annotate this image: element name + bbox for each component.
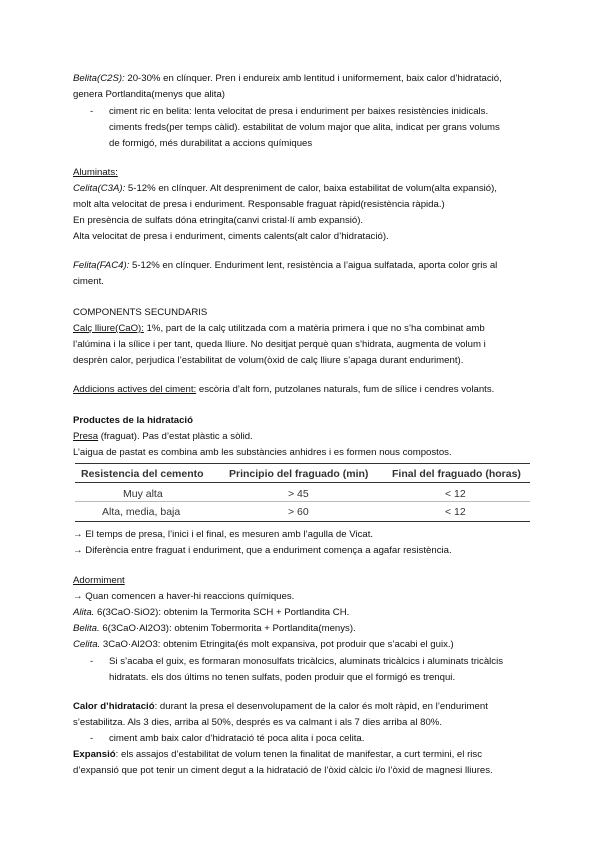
calc-paragraph: [73, 321, 533, 338]
adormiment-bullet-line2: hidratats. els dos últims no tenen sulfats, poden produir que el formigó es trenqui.: [109, 672, 456, 683]
calor-label: Calor d’hidratació: [73, 701, 155, 712]
calor-line1: : durant la presa el desenvolupament de la calor és molt ràpid, en l’enduriment: [154, 701, 488, 712]
expansio-label: Expansió: [73, 749, 116, 760]
belita-label: Belita(C2S):: [73, 73, 125, 84]
addicions-text: escòria d’alt forn, putzolanes naturals, fum de sílice i cendres volants.: [196, 384, 495, 395]
bullet-dash: -: [90, 106, 94, 117]
expansio-line1: : els assajos d’estabilitat de volum tenen la finalitat de manifestar, a curt termini, el risc: [115, 749, 482, 760]
aluminats-heading: Aluminats:: [73, 167, 118, 178]
adormiment-heading: Adormiment: [73, 575, 125, 586]
calc-line2: l’alúmina i la sílice i per tant, queda lliure. No desitjat perquè quan s’hidrata, augmenta de volum i: [73, 339, 486, 350]
bullet-dash: -: [90, 733, 94, 744]
celita-line2: molt alta velocitat de presa i enduriment. Responsable fraguat ràpid(resistència ràpida.): [73, 199, 445, 210]
celita-paragraph: [73, 181, 533, 198]
alita-text: 6(3CaO·SiO2): obtenim la Termorita SCH + Portlandita CH.: [94, 607, 350, 618]
calor-paragraph: [73, 699, 533, 716]
aigua-line: L’aigua de pastat es combina amb les substàncies anhidres i es formen nous compostos.: [73, 447, 452, 458]
table-header-final: Final del fraguado (horas): [392, 468, 521, 480]
table-row-rule: [75, 501, 530, 502]
note-diferencia: → Diferència entre fraguat i enduriment, que a enduriment comença a agafar resistència.: [73, 545, 452, 556]
table-cell: Muy alta: [123, 488, 163, 500]
celita-adorm-line: [73, 637, 533, 654]
table-cell: Alta, media, baja: [102, 506, 181, 518]
belita-adorm-label: Belita.: [73, 623, 100, 634]
table-header-principio: Principio del fraguado (min): [229, 468, 369, 480]
belita-bullet-line3: de formigó, més durabilitat a accions químiques: [109, 138, 313, 149]
belita-bullet-line2: ciments freds(per temps càlid). estabilitat de volum major que alita, indicat per grans volums: [109, 122, 500, 133]
celita-label: Celita(C3A):: [73, 183, 126, 194]
table-cell: > 60: [288, 506, 309, 518]
table-header-rule: [75, 482, 530, 483]
productes-heading: Productes de la hidratació: [73, 415, 193, 426]
adormiment-bullet-line1: Si s’acaba el guix, es formaran monosulfats tricàlcics, aluminats tricàlcics i aluminats tricàlcis: [109, 656, 504, 667]
addicions-label: Addicions actives del ciment:: [73, 384, 197, 395]
bullet-dash: -: [90, 656, 94, 667]
alita-label: Alita.: [73, 607, 95, 618]
presa-text: (fraguat). Pas d’estat plàstic a sòlid.: [98, 431, 253, 442]
belita-adorm-line: [73, 621, 533, 638]
felita-label: Felita(FAC4):: [73, 260, 130, 271]
secundaris-heading: COMPONENTS SECUNDARIS: [73, 307, 208, 318]
expansio-paragraph: [73, 747, 533, 764]
calc-label: Calç lliure(CaO):: [73, 323, 144, 334]
table-cell: < 12: [445, 488, 466, 500]
calor-line2: s’estabilitza. Als 3 dies, arriba al 50%, després es va calmant i als 7 dies arriba al 80%.: [73, 717, 443, 728]
presa-line: [73, 429, 533, 446]
table-top-rule: [75, 463, 530, 464]
celita-line3: En presència de sulfats dóna etringita(canvi cristal·lí amb expansió).: [73, 215, 364, 226]
calor-bullet: ciment amb baix calor d’hidratació té poca alita i poca celita.: [109, 733, 365, 744]
celita-adorm-text: 3CaO·Al2O3: obtenim Etringita(és molt expansiva, pot produir que s’acabi el guix.): [100, 639, 454, 650]
fraguado-table: [75, 463, 530, 525]
adormiment-line1: → Quan comencen a haver-hi reaccions químiques.: [73, 591, 295, 602]
table-cell: < 12: [445, 506, 466, 518]
table-header-resistencia: Resistencia del cemento: [81, 468, 204, 480]
belita-adorm-text: 6(3CaO·Al2O3): obtenim Tobermorita + Portlandita(menys).: [99, 623, 356, 634]
calc-line3: desprèn calor, perjudica l’estabilitat de volum(òxid de calç lliure s’apaga durant enduriment).: [73, 355, 464, 366]
table-cell: > 45: [288, 488, 309, 500]
expansio-line2: d’expansió que pot tenir un ciment degut a la hidratació de l’òxid càlcic i/o l’òxid de magnesi lliures.: [73, 765, 493, 776]
calc-line1: 1%, part de la calç utilitzada com a matèria primera i que no s’ha combinat amb: [143, 323, 485, 334]
celita-line1: 5-12% en clínquer. Alt despreniment de calor, baixa estabilitat de volum(alta expansió),: [125, 183, 497, 194]
felita-line2: ciment.: [73, 276, 104, 287]
felita-paragraph: [73, 258, 533, 275]
belita-paragraph: [73, 71, 533, 88]
belita-line1: 20-30% en clínquer. Pren i endureix amb lentitud i uniformement, baix calor d’hidratació,: [124, 73, 502, 84]
addicions-paragraph: [73, 382, 533, 399]
table-bottom-rule: [75, 521, 530, 522]
presa-label: Presa: [73, 431, 99, 442]
felita-line1: 5-12% en clínquer. Enduriment lent, resistència a l’aigua sulfatada, aporta color gris al: [129, 260, 498, 271]
alita-line: [73, 605, 533, 622]
belita-bullet-line1: ciment ric en belita: lenta velocitat de presa i enduriment per baixes resistències inidicals.: [109, 106, 489, 117]
note-vicat: → El temps de presa, l’inici i el final, es mesuren amb l’agulla de Vicat.: [73, 529, 374, 540]
belita-line2: genera Portlandita(menys que alita): [73, 89, 225, 100]
celita-line4: Alta velocitat de presa i enduriment, ciments calents(alt calor d’hidratació).: [73, 231, 389, 242]
celita-adorm-label: Celita.: [73, 639, 101, 650]
